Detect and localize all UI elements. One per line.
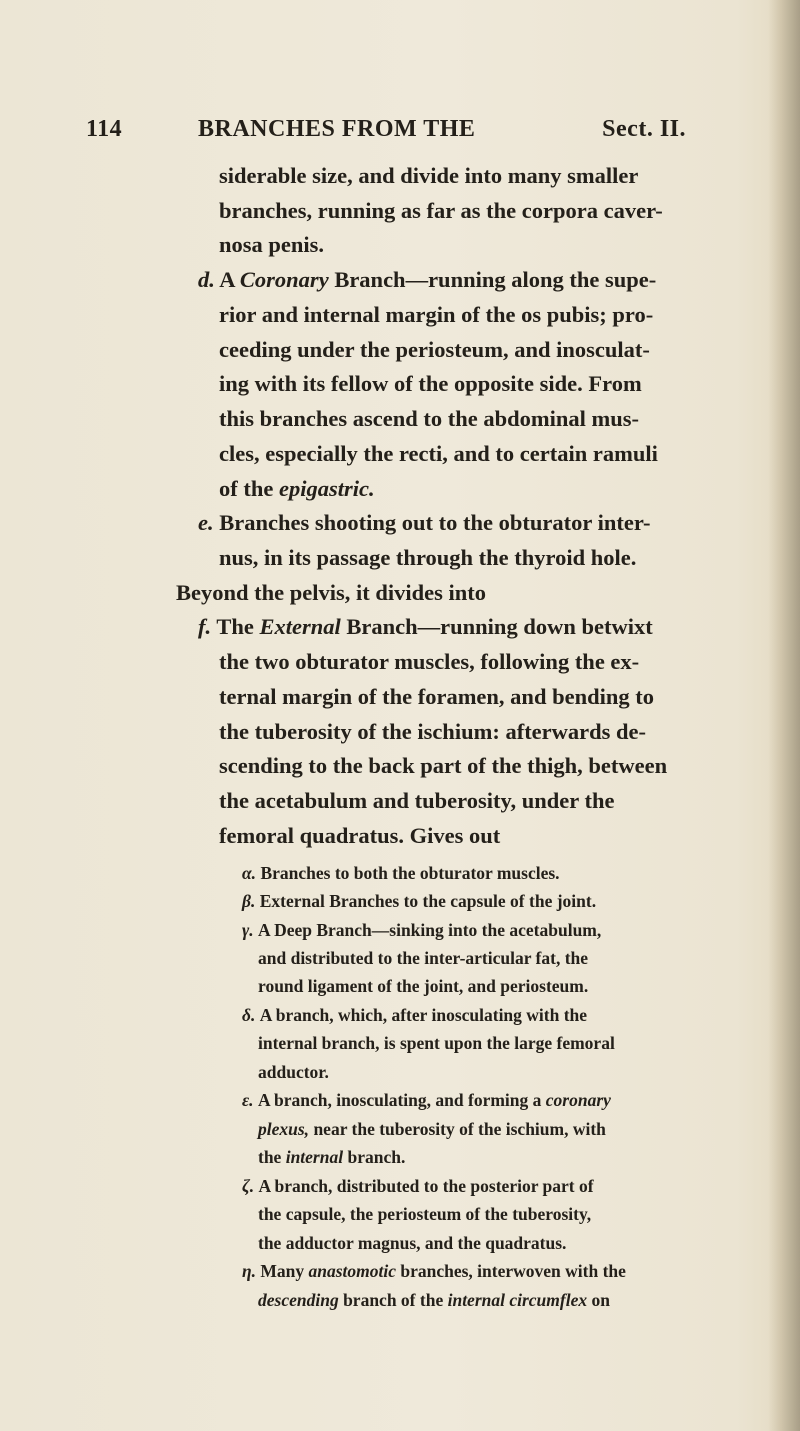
text-run: External Branches to the capsule of the joint. [255,891,597,911]
text-run: siderable size, and divide into many smaller [219,163,639,188]
text-line [219,545,636,571]
text-run: branch. [343,1147,406,1167]
italic-run: coronary [545,1090,611,1110]
italic-run: External [259,614,341,639]
italic-run: internal [285,1147,344,1167]
text-run: the two obturator muscles, following the ex- [219,649,640,674]
text-run: the tuberosity of the ischium: afterwards de- [219,719,647,744]
text-run: A [214,267,240,292]
text-line [219,441,658,467]
italic-run: f. [198,614,212,639]
text-run: the capsule, the periosteum of the tuberosity, [258,1204,592,1224]
text-line [242,1005,587,1026]
text-line [219,302,653,328]
italic-run: plexus, [258,1119,310,1139]
text-line [258,976,588,997]
text-run: Beyond the pelvis, it divides into [176,580,487,605]
text-line [219,476,375,502]
text-run: A branch, inosculating, and forming a [253,1090,546,1110]
running-title: BRANCHES FROM THE [198,116,476,142]
text-line [242,920,601,941]
italic-run: δ. [242,1005,256,1025]
italic-run: internal circumflex [447,1290,588,1310]
text-run: internal branch, is spent upon the large femoral [258,1033,615,1053]
text-line [219,371,642,397]
text-line [242,891,596,912]
italic-run: anastomotic [308,1261,396,1281]
text-run: the acetabulum and tuberosity, under the [219,788,615,813]
text-run: femoral quadratus. Gives out [219,823,501,848]
text-line [258,948,588,969]
text-run: Many [255,1261,309,1281]
text-run: Branches shooting out to the obturator inter- [213,510,651,535]
text-line [219,719,646,745]
text-line [219,163,638,189]
text-run: this branches ascend to the abdominal mus- [219,406,640,431]
text-run: the adductor magnus, and the quadratus. [258,1233,567,1253]
text-line [258,1147,405,1168]
text-run: A branch, distributed to the posterior part of [254,1176,594,1196]
text-run: ternal margin of the foramen, and bending to [219,684,654,709]
text-run: on [587,1290,610,1310]
text-line [219,406,639,432]
text-run: of the [219,476,279,501]
text-line [219,198,663,224]
text-line [258,1290,610,1311]
text-run: nosa penis. [219,232,325,257]
text-line [176,580,486,606]
text-line [242,863,560,884]
text-run: branches, running as far as the corpora caver- [219,198,663,223]
italic-run: β. [242,891,256,911]
italic-run: ζ. [242,1176,255,1196]
italic-run: Coronary [239,267,329,292]
text-run: cles, especially the recti, and to certain ramuli [219,441,658,466]
text-run: adductor. [258,1062,329,1082]
text-line [219,232,324,258]
text-run: ing with its fellow of the opposite side. From [219,371,642,396]
text-run: nus, in its passage through the thyroid hole. [219,545,637,570]
text-run: and distributed to the inter-articular fat, the [258,948,589,968]
text-run: A Deep Branch—sinking into the acetabulum, [253,920,602,940]
italic-run: α. [242,863,257,883]
text-line [258,1119,606,1140]
italic-run: d. [198,267,215,292]
text-run: A branch, which, after inosculating with the [255,1005,588,1025]
italic-run: e. [198,510,214,535]
italic-run: epigastric. [279,476,375,501]
text-line [242,1176,594,1197]
page-gutter-shadow [768,0,800,1431]
text-line [242,1261,626,1282]
text-run: rior and internal margin of the os pubis; pro- [219,302,654,327]
italic-run: γ. [242,920,254,940]
text-run: the [258,1147,286,1167]
text-line [258,1062,329,1083]
page-number: 114 [86,116,123,142]
text-run: ceeding under the periosteum, and inosculat- [219,337,650,362]
text-line [219,684,654,710]
text-line [219,788,614,814]
text-run: Branches to both the obturator muscles. [256,863,560,883]
text-line [198,614,653,640]
text-line [198,267,656,293]
text-run: branch of the [338,1290,448,1310]
text-line [242,1090,611,1111]
text-line [258,1033,615,1054]
text-run: The [211,614,260,639]
text-run: near the tuberosity of the ischium, with [309,1119,606,1139]
text-line [219,823,500,849]
text-line [219,649,639,675]
text-line [258,1233,566,1254]
text-run: round ligament of the joint, and periosteum. [258,976,589,996]
text-line [219,337,650,363]
text-run: branches, interwoven with the [396,1261,626,1281]
text-line [258,1204,591,1225]
text-run: scending to the back part of the thigh, between [219,753,668,778]
text-line [198,510,651,536]
text-run: Branch—running down betwixt [340,614,653,639]
text-line [219,753,667,779]
italic-run: ε. [242,1090,254,1110]
italic-run: η. [242,1261,256,1281]
italic-run: descending [258,1290,339,1310]
text-run: Branch—running along the supe- [328,267,657,292]
running-head [86,116,686,148]
section-label: Sect. II. [602,116,686,142]
